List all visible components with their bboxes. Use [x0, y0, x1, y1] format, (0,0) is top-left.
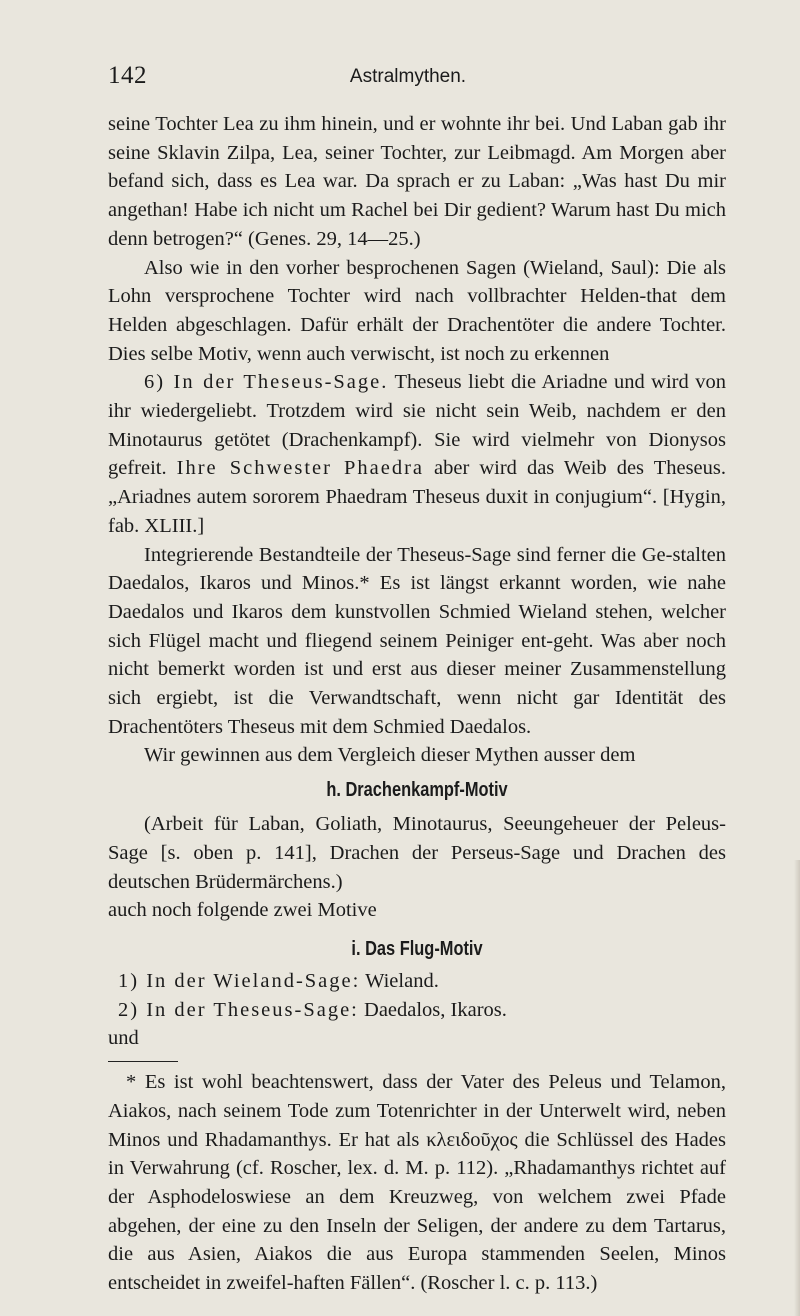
- page-header: [108, 62, 708, 98]
- body-text: [108, 110, 726, 1298]
- paragraph: [108, 368, 726, 540]
- list-text: Wieland.: [360, 969, 439, 992]
- footnote: * Es ist wohl beachtenswert, dass der Vater des Peleus und Telamon, Aiakos, nach seinem Tode zum Totenrichter in der Unterwelt wird, neben Minos und Rhadamanthys. Er hat als κλειδοῦχος die Schlüssel des Hades in Verwahrung (cf. Roscher, lex. d. M. p. 112). „Rhadamanthys richtet auf der Asphodeloswiese an dem Kreuzweg, von welchem zwei Pfade abgehen, der eine zu den Inseln der Seligen, der andere zu dem Tartarus, die aus Asien, Aiakos die aus Europa stammenden Seelen, Minos entscheidet in zweifel-haften Fällen“. (Roscher l. c. p. 113.): [108, 1071, 726, 1295]
- section-heading: i. Das Flug-Motiv: [351, 937, 483, 960]
- list-text: Daedalos, Ikaros.: [358, 998, 507, 1021]
- paragraph: Wir gewinnen aus dem Vergleich dieser Mythen ausser dem: [144, 744, 636, 767]
- paragraph-text: aber wird das Weib des Theseus. „Ariadnes autem sororem Phaedram Theseus duxit in conjugium“. [Hygin, fab. XLIII.]: [108, 457, 726, 537]
- running-title: Astralmythen.: [349, 66, 467, 87]
- paragraph: seine Tochter Lea zu ihm hinein, und er wohnte ihr bei. Und Laban gab ihr seine Sklavin Zilpa, Lea, seiner Tochter, zur Leibmagd. Am Morgen aber befand sich, dass es Lea war. Da sprach er zu Laban: „Was hast Du mir angethan! Habe ich nicht um Rachel bei Dir gedient? Warum hast Du mich denn betrogen?“ (Genes. 29, 14—25.): [108, 113, 726, 250]
- paragraph: Integrierende Bestandteile der Theseus-Sage sind ferner die Ge-stalten Daedalos, Ikaros und Minos.* Es ist längst erkannt worden, wie nahe Daedalos und Ikaros dem kunstvollen Schmied Wieland stehen, welcher sich Flügel macht und fliegend seinem Peiniger ent-geht. Was aber noch nicht bemerkt worden ist und erst aus dieser meiner Zusammenstellung sich ergiebt, ist die Verwandtschaft, wenn nicht gar Identität des Drachentöters Theseus mit dem Schmied Daedalos.: [108, 543, 726, 738]
- paragraph: und: [108, 1027, 139, 1050]
- page-edge-shadow: [794, 860, 800, 1316]
- paragraph: Also wie in den vorher besprochenen Sagen (Wieland, Saul): Die als Lohn versprochene Tochter wird nach vollbrachter Helden-that dem Helden abgeschlagen. Dafür erhält der Drachentöter die andere Tochter. Dies selbe Motiv, wenn auch verwischt, ist noch zu erkennen: [108, 256, 726, 365]
- section-heading: h. Drachenkampf-Motiv: [326, 779, 508, 802]
- list-item: [108, 967, 726, 996]
- footnote-divider: [108, 1061, 178, 1062]
- list-item: [108, 996, 726, 1025]
- section-label: 6) In der Theseus-Sage.: [144, 371, 389, 394]
- paragraph-text: Theseus liebt die Ariadne und wird von ihr wiedergeliebt. Trotzdem wird sie nicht sein Weib, nachdem er den Minotaurus getötet (Drachenkampf). Sie wird vielmehr von Dionysos gefreit.: [108, 371, 726, 480]
- paragraph: auch noch folgende zwei Motive: [108, 899, 377, 922]
- list-label: 1) In der Wieland-Sage:: [118, 969, 361, 992]
- page-number: 142: [108, 62, 147, 89]
- emphasis-text: Ihre Schwester Phaedra: [176, 457, 424, 480]
- list-label: 2) In der Theseus-Sage:: [118, 998, 359, 1021]
- paragraph: (Arbeit für Laban, Goliath, Minotaurus, Seeungeheuer der Peleus-Sage [s. oben p. 141], Drachen der Perseus-Sage und Drachen des deutschen Brüdermärchens.): [108, 813, 726, 893]
